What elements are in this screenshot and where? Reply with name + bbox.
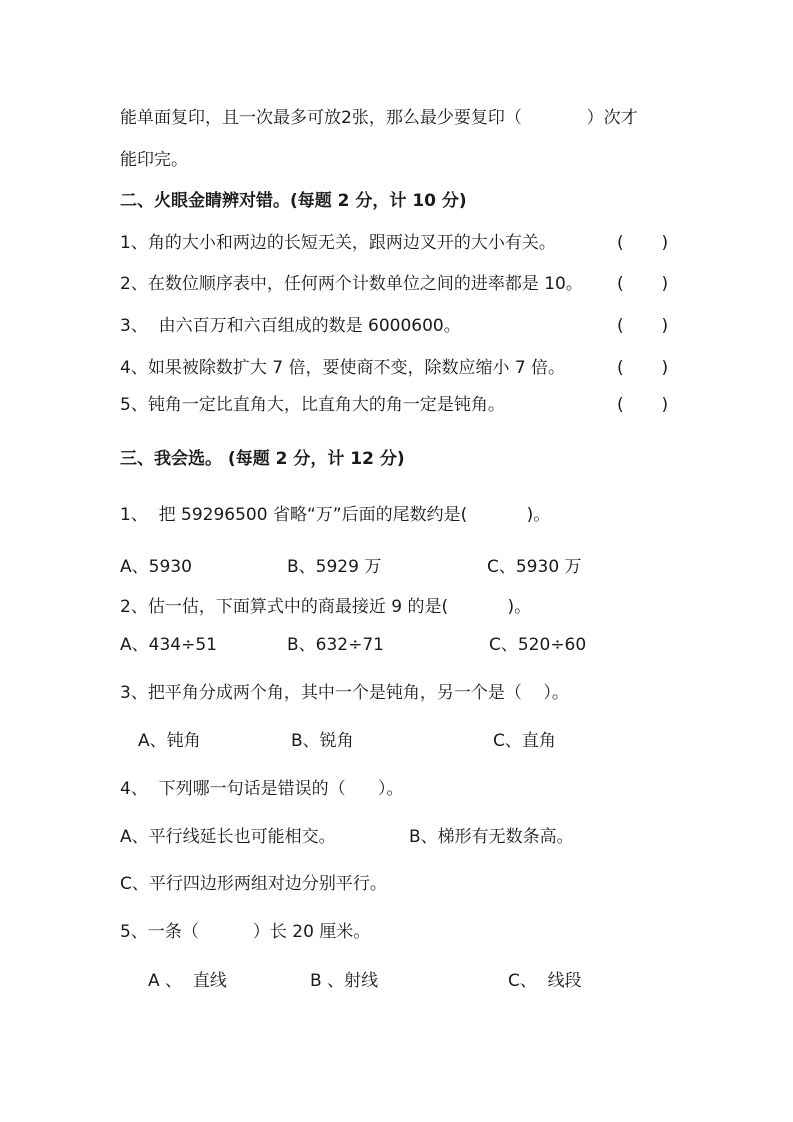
choice-question-1: 1、 把 59296500 省略“万”后面的尾数约是( )。 bbox=[120, 505, 551, 525]
q5-option-c: C、 线段 bbox=[508, 971, 582, 991]
answer-blank-4[interactable]: ( ) bbox=[617, 358, 669, 378]
q5-option-a: A 、 直线 bbox=[148, 971, 227, 991]
q4-option-b: B、梯形有无数条高。 bbox=[409, 827, 574, 847]
true-false-item-3: 3、 由六百万和六百组成的数是 6000600。 bbox=[120, 316, 461, 336]
q2-option-c: C、520÷60 bbox=[489, 635, 587, 655]
q1-option-b: B、5929 万 bbox=[287, 557, 382, 577]
q1-option-a: A、5930 bbox=[120, 557, 192, 577]
intro-line-1: 能单面复印，且一次最多可放2张，那么最少要复印（ ）次才 bbox=[120, 108, 638, 128]
q4-option-c: C、平行四边形两组对边分别平行。 bbox=[120, 874, 387, 894]
true-false-item-2: 2、在数位顺序表中，任何两个计数单位之间的进率都是 10。 bbox=[120, 274, 583, 294]
q5-option-b: B 、射线 bbox=[310, 971, 379, 991]
choice-question-4: 4、 下列哪一句话是错误的（ ）。 bbox=[120, 779, 404, 799]
q2-option-b: B、632÷71 bbox=[287, 635, 384, 655]
true-false-item-5: 5、钝角一定比直角大，比直角大的角一定是钝角。 bbox=[120, 395, 505, 415]
q1-option-c: C、5930 万 bbox=[487, 557, 582, 577]
true-false-item-1: 1、角的大小和两边的长短无关，跟两边叉开的大小有关。 bbox=[120, 233, 556, 253]
choice-question-2: 2、估一估，下面算式中的商最接近 9 的是( )。 bbox=[120, 597, 532, 617]
true-false-item-4: 4、如果被除数扩大 7 倍，要使商不变，除数应缩小 7 倍。 bbox=[120, 358, 566, 378]
q4-option-a: A、平行线延长也可能相交。 bbox=[120, 827, 336, 847]
q3-option-a: A、钝角 bbox=[138, 731, 201, 751]
section-3-heading: 三、我会选。 (每题 2 分，计 12 分) bbox=[120, 449, 405, 469]
q3-option-c: C、直角 bbox=[493, 731, 556, 751]
choice-question-5: 5、一条（ ）长 20 厘米。 bbox=[120, 922, 371, 942]
choice-question-3: 3、把平角分成两个角，其中一个是钝角，另一个是（ ）。 bbox=[120, 683, 569, 703]
q2-option-a: A、434÷51 bbox=[120, 635, 217, 655]
answer-blank-5[interactable]: ( ) bbox=[617, 395, 669, 415]
section-2-heading: 二、火眼金睛辨对错。(每题 2 分，计 10 分) bbox=[120, 191, 467, 211]
answer-blank-3[interactable]: ( ) bbox=[617, 316, 669, 336]
answer-blank-1[interactable]: ( ) bbox=[617, 233, 669, 253]
q3-option-b: B、锐角 bbox=[291, 731, 354, 751]
intro-line-2: 能印完。 bbox=[120, 150, 188, 170]
answer-blank-2[interactable]: ( ) bbox=[617, 274, 669, 294]
